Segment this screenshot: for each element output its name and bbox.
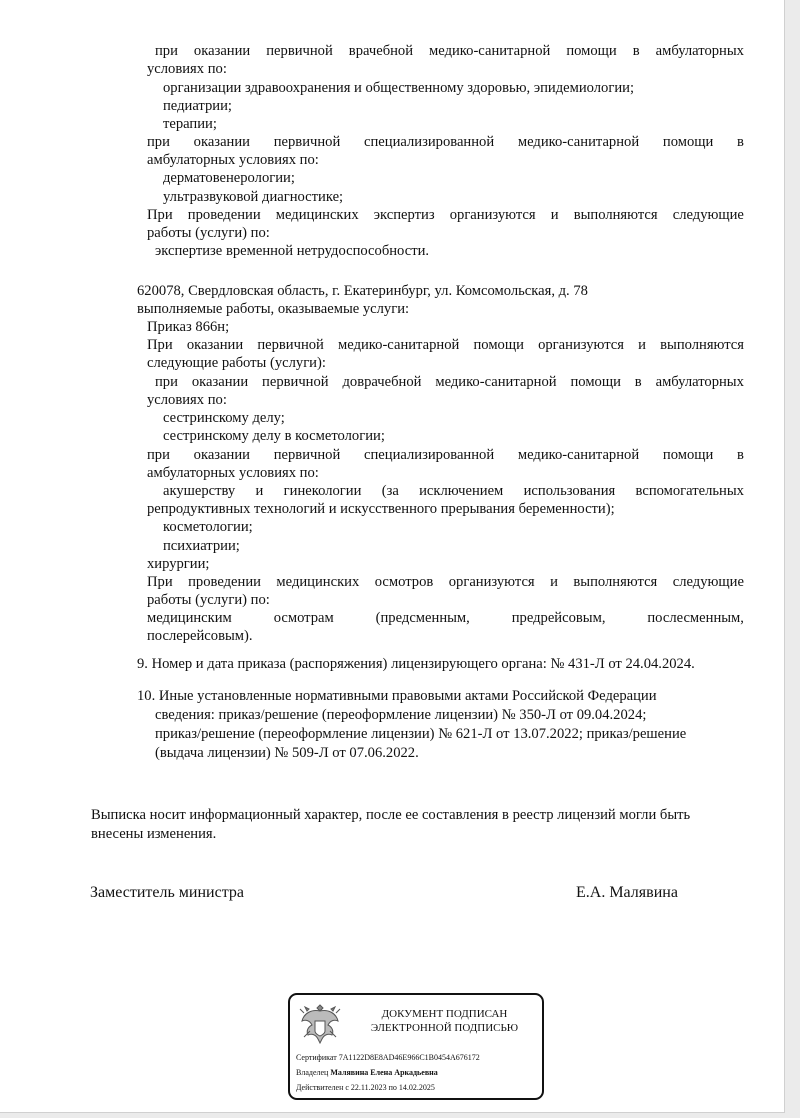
word: при — [147, 134, 170, 150]
word: и — [638, 337, 646, 353]
word: и — [550, 574, 558, 590]
word: медицинских — [276, 574, 360, 590]
text-line — [147, 206, 744, 224]
word: помощи — [662, 447, 714, 463]
text-line: работы (услуги) по: — [147, 592, 270, 608]
word: оказании — [186, 337, 244, 353]
text-line: сведения: приказ/решение (переоформление лицензии) № 350-Л от 09.04.2024; — [155, 707, 647, 723]
word: предрейсовым, — [511, 610, 606, 626]
word: вспомогательных — [635, 483, 744, 499]
word: следующие — [672, 574, 744, 590]
disclaimer-line: внесены изменения. — [91, 826, 217, 842]
word: выполняются — [660, 337, 744, 353]
word: помощи — [570, 374, 621, 390]
word: При — [147, 207, 173, 223]
stamp-title — [352, 1007, 537, 1035]
certificate-value: 7A1122D8E8AD46E966C1B0454A676172 — [338, 1053, 480, 1062]
word: организуются — [538, 337, 624, 353]
coat-of-arms-icon — [298, 1001, 342, 1047]
word: при — [155, 374, 178, 390]
text-line: педиатрии; — [163, 98, 232, 114]
text-line — [163, 482, 744, 500]
text-line — [155, 42, 744, 60]
text-line: психиатрии; — [163, 538, 240, 554]
word: (предсменным, — [375, 610, 470, 626]
text-line: ультразвуковой диагностике; — [163, 189, 344, 205]
text-line — [147, 336, 744, 354]
e-signature-stamp — [288, 993, 544, 1100]
word: специализированной — [364, 447, 495, 463]
stamp-title-line: ЭЛЕКТРОННОЙ ПОДПИСЬЮ — [370, 1022, 519, 1034]
text-line: сестринскому делу в косметологии; — [163, 428, 385, 444]
item-10: 10. Иные установленные нормативными правовыми актами Российской Федерации — [137, 688, 657, 704]
text-line: приказ/решение (переоформление лицензии) № 621-Л от 13.07.2022; приказ/решение — [155, 726, 687, 742]
word: осмотрам — [273, 610, 334, 626]
item-9: 9. Номер и дата приказа (распоряжения) лицензирующего органа: № 431-Л от 24.04.2024. — [137, 656, 695, 672]
word: специализированной — [364, 134, 495, 150]
word: оказании — [193, 43, 251, 59]
word: медицинских — [275, 207, 359, 223]
word: и — [255, 483, 264, 499]
word: амбулаторных — [655, 43, 744, 59]
word: организуются — [449, 207, 536, 223]
text-line: дерматовенерологии; — [163, 170, 295, 186]
word: амбулаторных — [655, 374, 744, 390]
word: (за — [381, 483, 399, 499]
word: медико-санитарной — [338, 337, 460, 353]
word: первичной — [257, 337, 324, 353]
text-line: выполняемые работы, оказываемые услуги: — [137, 301, 410, 317]
text-line: условиях по: — [147, 61, 227, 77]
text-line — [155, 373, 744, 391]
text-line: организации здравоохранения и общественному здоровью, эпидемиологии; — [163, 80, 635, 96]
text-line — [147, 133, 744, 151]
word: в — [634, 374, 642, 390]
word: первичной — [266, 43, 333, 59]
word: первичной — [273, 447, 341, 463]
word: помощи — [473, 337, 524, 353]
word: экспертиз — [373, 207, 435, 223]
word: выполняются — [573, 207, 658, 223]
text-line: условиях по: — [147, 392, 227, 408]
word: в — [737, 134, 744, 150]
text-line: Приказ 866н; — [147, 319, 230, 335]
word: в — [632, 43, 640, 59]
signer-name: Е.А. Малявина — [576, 884, 678, 901]
text-line: сестринскому делу; — [163, 410, 285, 426]
address-line: 620078, Свердловская область, г. Екатеринбург, ул. Комсомольская, д. 78 — [137, 283, 588, 299]
text-line: работы (услуги) по: — [147, 225, 270, 241]
word: медико-санитарной — [517, 134, 640, 150]
text-line: экспертизе временной нетрудоспособности. — [155, 243, 430, 259]
word: врачебной — [348, 43, 414, 59]
word: оказании — [191, 374, 249, 390]
word: при — [155, 43, 178, 59]
word: При — [147, 337, 173, 353]
word: выполняются — [573, 574, 658, 590]
text-line: амбулаторных условиях по: — [147, 152, 319, 168]
owner-label: Владелец — [296, 1068, 329, 1077]
word: медицинским — [147, 610, 232, 626]
signer-position: Заместитель министра — [90, 884, 244, 901]
text-line: терапии; — [163, 116, 217, 132]
word: при — [147, 447, 170, 463]
word: гинекологии — [283, 483, 362, 499]
word: первичной — [273, 134, 341, 150]
word: доврачебной — [342, 374, 422, 390]
stamp-certificate — [296, 1053, 480, 1063]
word: медико-санитарной — [435, 374, 557, 390]
word: организуются — [448, 574, 535, 590]
word: акушерству — [163, 483, 236, 499]
word: При — [147, 574, 173, 590]
text-line: амбулаторных условиях по: — [147, 465, 319, 481]
word: первичной — [262, 374, 329, 390]
word: в — [737, 447, 744, 463]
text-line: репродуктивных технологий и искусственного прерывания беременности); — [147, 501, 615, 517]
word: осмотров — [374, 574, 434, 590]
text-line: послерейсовым). — [147, 628, 253, 644]
text-line — [147, 446, 744, 464]
owner-value: Малявина Елена Аркадьевна — [330, 1068, 438, 1077]
word: помощи — [566, 43, 617, 59]
word: проведении — [188, 574, 261, 590]
word: исключением — [419, 483, 504, 499]
stamp-validity: Действителен с 22.11.2023 по 14.02.2025 — [296, 1083, 435, 1092]
word: медико-санитарной — [517, 447, 640, 463]
word: следующие — [672, 207, 744, 223]
word: послесменным, — [647, 610, 744, 626]
word: проведении — [187, 207, 261, 223]
stamp-title-line: ДОКУМЕНТ ПОДПИСАН — [381, 1008, 508, 1020]
disclaimer-line: Выписка носит информационный характер, после ее составления в реестр лицензий могли быть — [91, 807, 691, 823]
word: оказании — [193, 447, 250, 463]
word: оказании — [193, 134, 250, 150]
text-line: хирургии; — [147, 556, 210, 572]
text-line: следующие работы (услуги): — [147, 355, 326, 371]
stamp-owner — [296, 1068, 438, 1078]
word: и — [550, 207, 559, 223]
certificate-label: Сертификат — [296, 1053, 337, 1062]
word: помощи — [662, 134, 714, 150]
word: медико-санитарной — [429, 43, 551, 59]
text-line: косметологии; — [163, 519, 253, 535]
word: использования — [523, 483, 616, 499]
text-line: (выдача лицензии) № 509-Л от 07.06.2022. — [155, 745, 419, 761]
text-line — [147, 609, 744, 627]
text-line — [147, 573, 744, 591]
